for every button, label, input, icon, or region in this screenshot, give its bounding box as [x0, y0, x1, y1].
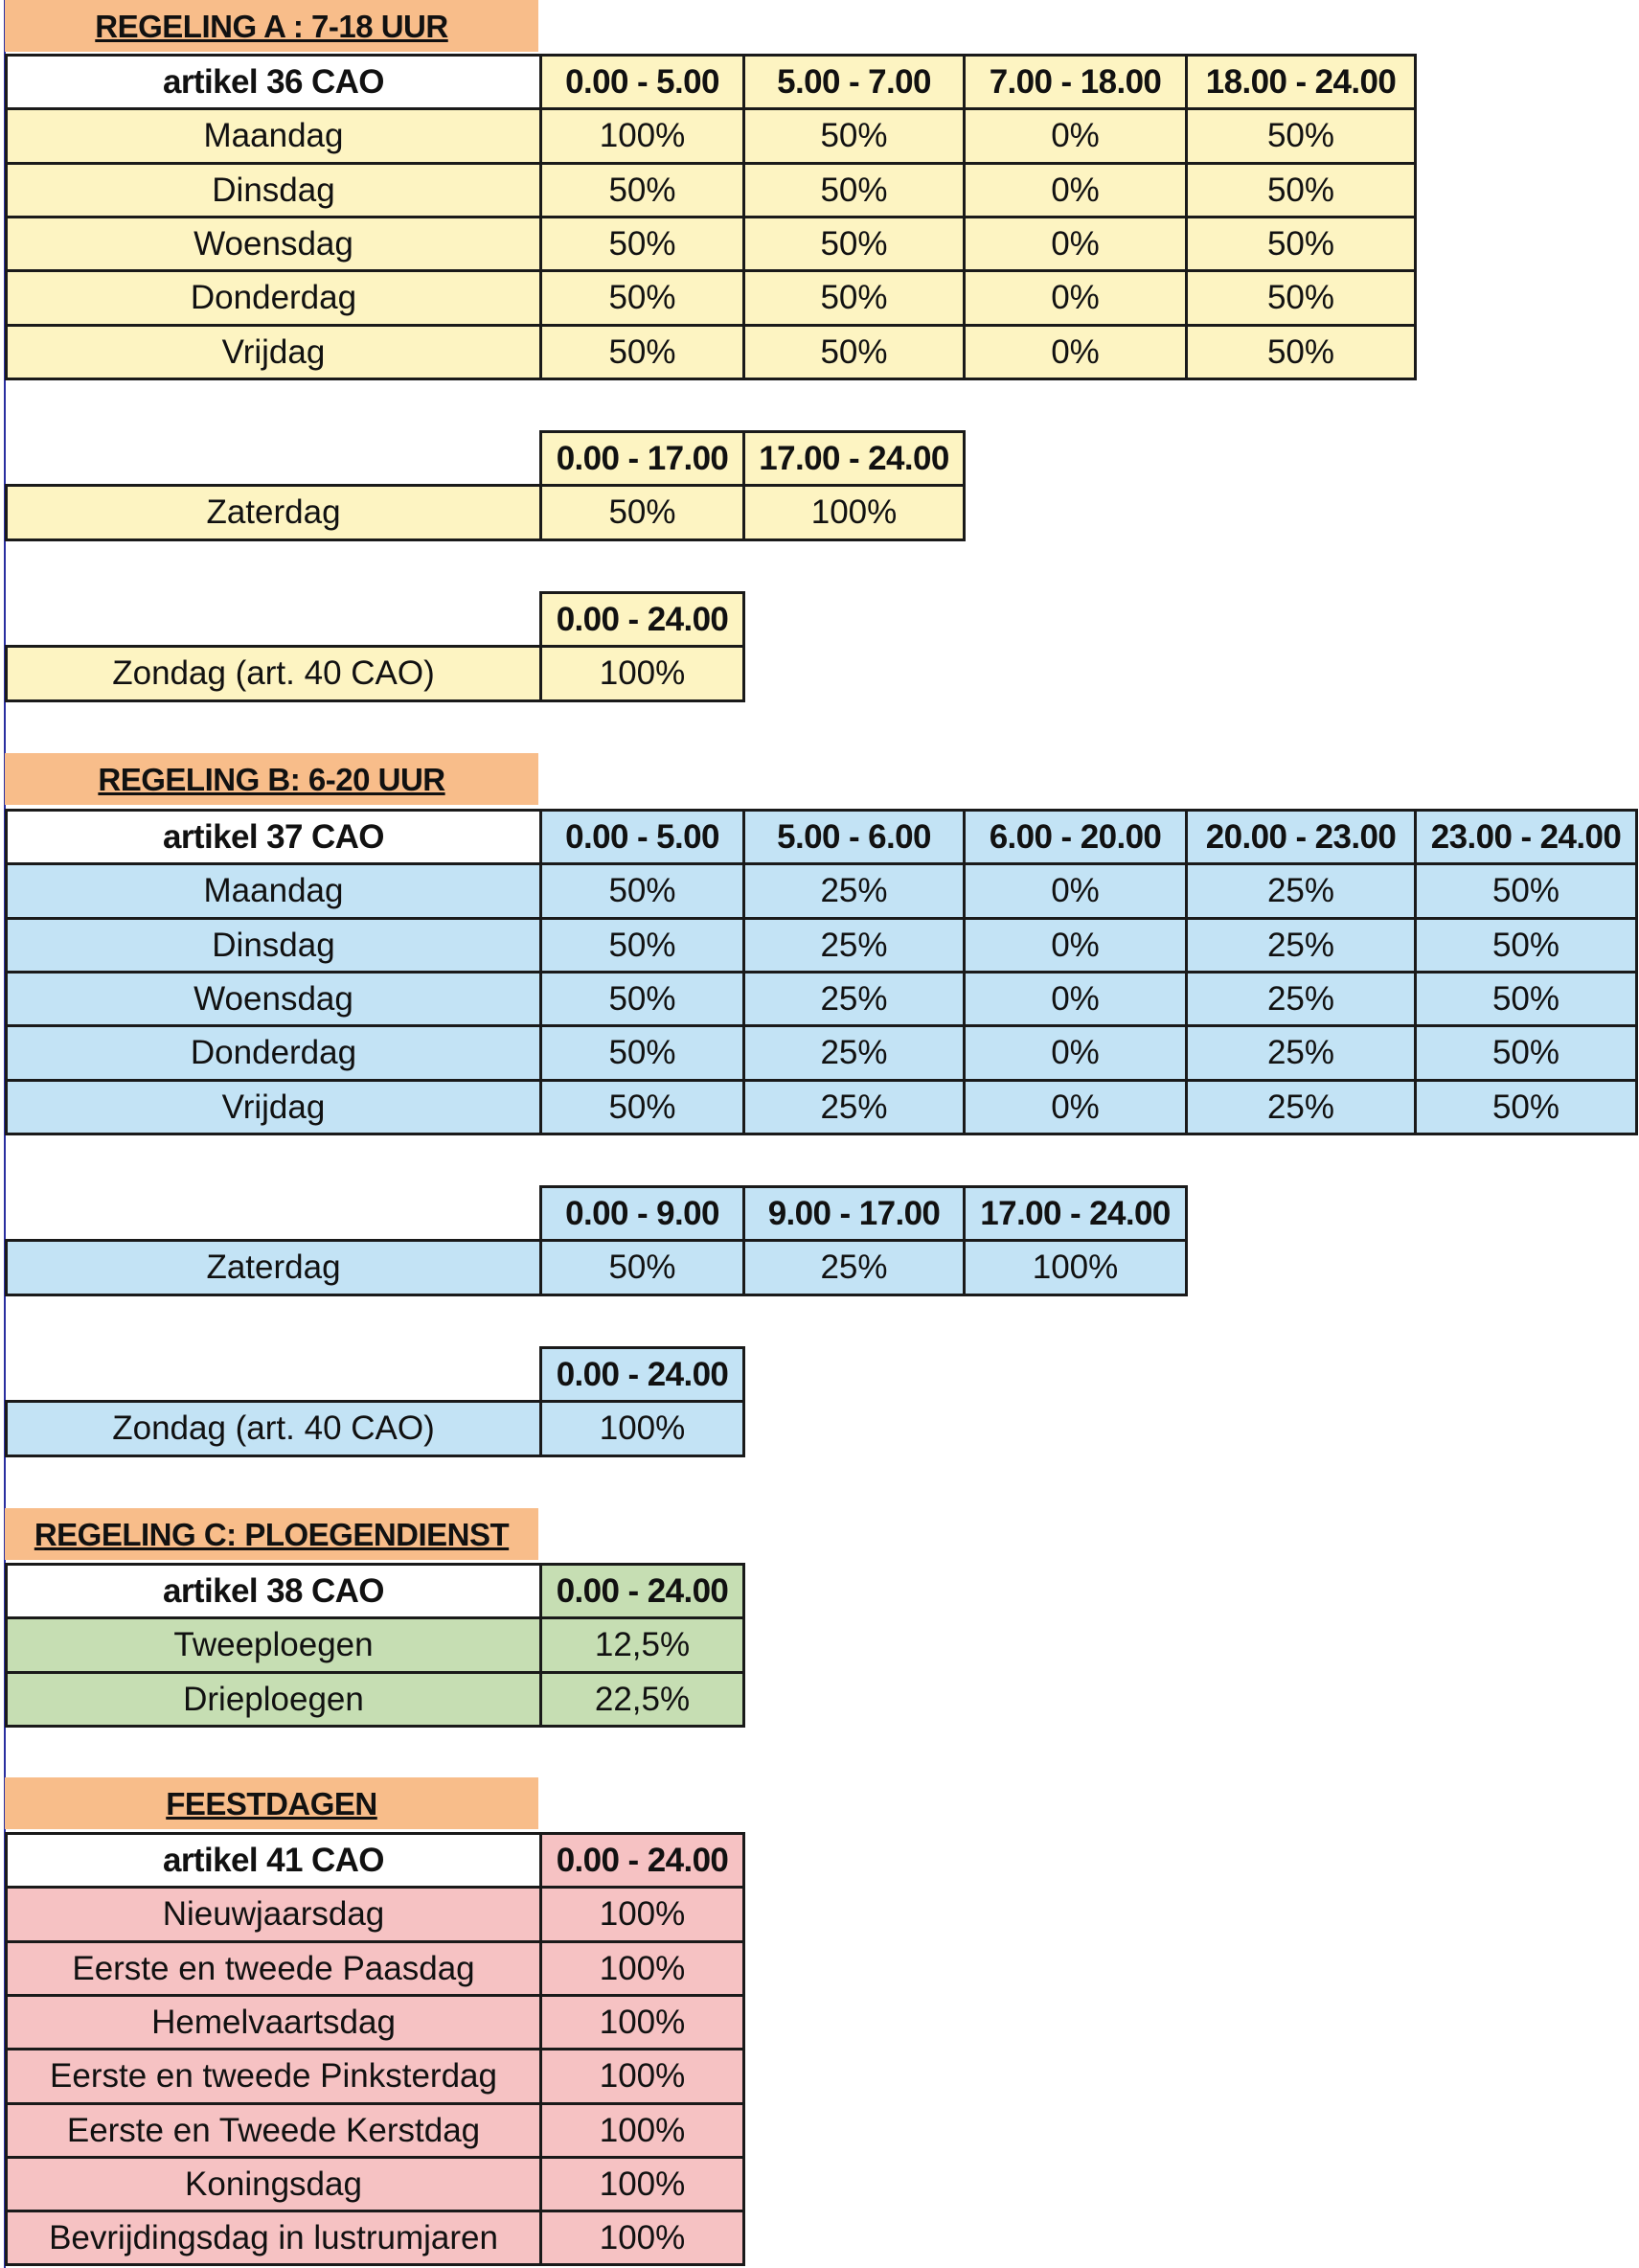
time-header-cell[interactable]: 0.00 - 5.00	[539, 54, 745, 110]
percentage-cell[interactable]: 0%	[963, 269, 1188, 327]
saturday-percentage-cell[interactable]: 25%	[742, 1239, 966, 1296]
day-label-cell[interactable]: Maandag	[5, 107, 542, 165]
percentage-cell[interactable]: 25%	[742, 971, 966, 1027]
day-label-cell[interactable]: Donderdag	[5, 269, 542, 327]
percentage-cell[interactable]: 0%	[963, 917, 1188, 974]
time-header-cell[interactable]: 5.00 - 7.00	[742, 54, 966, 110]
day-label-cell[interactable]: Donderdag	[5, 1024, 542, 1082]
percentage-cell[interactable]: 22,5%	[539, 1671, 745, 1728]
day-label-cell[interactable]: Vrijdag	[5, 324, 542, 380]
sunday-label-cell[interactable]: Zondag (art. 40 CAO)	[5, 645, 542, 702]
day-label-cell[interactable]: Eerste en tweede Paasdag	[5, 1940, 542, 1997]
day-label-cell[interactable]: Koningsdag	[5, 2156, 542, 2212]
day-label-cell[interactable]: Woensdag	[5, 216, 542, 272]
section-title-a: REGELING A : 7-18 UUR	[5, 0, 538, 52]
section-title-c: REGELING C: PLOEGENDIENST	[5, 1508, 538, 1560]
percentage-cell[interactable]: 0%	[963, 162, 1188, 218]
percentage-cell[interactable]: 25%	[1185, 971, 1417, 1027]
percentage-cell[interactable]: 50%	[1185, 269, 1417, 327]
day-label-cell[interactable]: Drieploegen	[5, 1671, 542, 1728]
percentage-cell[interactable]: 0%	[963, 1079, 1188, 1135]
percentage-cell[interactable]: 50%	[1414, 1024, 1638, 1082]
saturday-time-header-cell[interactable]: 9.00 - 17.00	[742, 1185, 966, 1242]
saturday-percentage-cell[interactable]: 100%	[742, 484, 966, 541]
time-header-cell[interactable]: 5.00 - 6.00	[742, 809, 966, 865]
time-header-cell[interactable]: 7.00 - 18.00	[963, 54, 1188, 110]
article-cell[interactable]: artikel 37 CAO	[5, 809, 542, 865]
percentage-cell[interactable]: 50%	[539, 216, 745, 272]
day-label-cell[interactable]: Bevrijdingsdag in lustrumjaren	[5, 2210, 542, 2266]
percentage-cell[interactable]: 50%	[539, 162, 745, 218]
percentage-cell[interactable]: 25%	[742, 862, 966, 920]
percentage-cell[interactable]: 50%	[539, 971, 745, 1027]
day-label-cell[interactable]: Vrijdag	[5, 1079, 542, 1135]
sunday-percentage-cell[interactable]: 100%	[539, 1400, 745, 1457]
percentage-cell[interactable]: 50%	[539, 917, 745, 974]
day-label-cell[interactable]: Dinsdag	[5, 162, 542, 218]
saturday-label-cell[interactable]: Zaterdag	[5, 1239, 542, 1296]
saturday-percentage-cell[interactable]: 100%	[963, 1239, 1188, 1296]
percentage-cell[interactable]: 50%	[1414, 971, 1638, 1027]
percentage-cell[interactable]: 100%	[539, 2102, 745, 2159]
percentage-cell[interactable]: 0%	[963, 1024, 1188, 1082]
day-label-cell[interactable]: Tweeploegen	[5, 1616, 542, 1674]
percentage-cell[interactable]: 50%	[1414, 862, 1638, 920]
percentage-cell[interactable]: 50%	[742, 162, 966, 218]
percentage-cell[interactable]: 50%	[1185, 216, 1417, 272]
article-cell[interactable]: artikel 36 CAO	[5, 54, 542, 110]
percentage-cell[interactable]: 100%	[539, 107, 745, 165]
percentage-cell[interactable]: 100%	[539, 2048, 745, 2105]
percentage-cell[interactable]: 50%	[539, 1024, 745, 1082]
percentage-cell[interactable]: 50%	[1185, 107, 1417, 165]
sunday-time-header-cell[interactable]: 0.00 - 24.00	[539, 1346, 745, 1403]
sunday-time-header-cell[interactable]: 0.00 - 24.00	[539, 591, 745, 648]
day-label-cell[interactable]: Nieuwjaarsdag	[5, 1886, 542, 1943]
time-header-cell[interactable]: 18.00 - 24.00	[1185, 54, 1417, 110]
percentage-cell[interactable]: 50%	[742, 216, 966, 272]
percentage-cell[interactable]: 0%	[963, 862, 1188, 920]
percentage-cell[interactable]: 25%	[742, 1024, 966, 1082]
day-label-cell[interactable]: Woensdag	[5, 971, 542, 1027]
time-header-cell[interactable]: 6.00 - 20.00	[963, 809, 1188, 865]
day-label-cell[interactable]: Eerste en Tweede Kerstdag	[5, 2102, 542, 2159]
time-header-cell[interactable]: 20.00 - 23.00	[1185, 809, 1417, 865]
time-header-cell[interactable]: 0.00 - 24.00	[539, 1832, 745, 1889]
percentage-cell[interactable]: 0%	[963, 971, 1188, 1027]
section-title-f: FEESTDAGEN	[5, 1777, 538, 1829]
saturday-time-header-cell[interactable]: 17.00 - 24.00	[742, 430, 966, 487]
percentage-cell[interactable]: 0%	[963, 324, 1188, 380]
day-label-cell[interactable]: Hemelvaartsdag	[5, 1994, 542, 2050]
article-cell[interactable]: artikel 38 CAO	[5, 1563, 542, 1619]
percentage-cell[interactable]: 50%	[1414, 917, 1638, 974]
percentage-cell[interactable]: 50%	[1414, 1079, 1638, 1135]
percentage-cell[interactable]: 100%	[539, 2156, 745, 2212]
saturday-time-header-cell[interactable]: 17.00 - 24.00	[963, 1185, 1188, 1242]
percentage-cell[interactable]: 50%	[1185, 162, 1417, 218]
percentage-cell[interactable]: 25%	[1185, 1079, 1417, 1135]
percentage-cell[interactable]: 25%	[1185, 1024, 1417, 1082]
percentage-cell[interactable]: 50%	[539, 1079, 745, 1135]
day-label-cell[interactable]: Maandag	[5, 862, 542, 920]
percentage-cell[interactable]: 25%	[1185, 862, 1417, 920]
saturday-percentage-cell[interactable]: 50%	[539, 484, 745, 541]
percentage-cell[interactable]: 100%	[539, 1886, 745, 1943]
percentage-cell[interactable]: 25%	[742, 917, 966, 974]
percentage-cell[interactable]: 25%	[742, 1079, 966, 1135]
percentage-cell[interactable]: 100%	[539, 1940, 745, 1997]
percentage-cell[interactable]: 50%	[539, 269, 745, 327]
saturday-time-header-cell[interactable]: 0.00 - 17.00	[539, 430, 745, 487]
day-label-cell[interactable]: Eerste en tweede Pinksterdag	[5, 2048, 542, 2105]
saturday-time-header-cell[interactable]: 0.00 - 9.00	[539, 1185, 745, 1242]
section-title-b: REGELING B: 6-20 UUR	[5, 753, 538, 805]
percentage-cell[interactable]: 100%	[539, 1994, 745, 2050]
percentage-cell[interactable]: 100%	[539, 2210, 745, 2266]
article-cell[interactable]: artikel 41 CAO	[5, 1832, 542, 1889]
percentage-cell[interactable]: 50%	[539, 862, 745, 920]
percentage-cell[interactable]: 0%	[963, 107, 1188, 165]
percentage-cell[interactable]: 25%	[1185, 917, 1417, 974]
saturday-percentage-cell[interactable]: 50%	[539, 1239, 745, 1296]
time-header-cell[interactable]: 23.00 - 24.00	[1414, 809, 1638, 865]
time-header-cell[interactable]: 0.00 - 5.00	[539, 809, 745, 865]
day-label-cell[interactable]: Dinsdag	[5, 917, 542, 974]
percentage-cell[interactable]: 12,5%	[539, 1616, 745, 1674]
percentage-cell[interactable]: 50%	[742, 269, 966, 327]
percentage-cell[interactable]: 50%	[539, 324, 745, 380]
percentage-cell[interactable]: 50%	[742, 324, 966, 380]
percentage-cell[interactable]: 0%	[963, 216, 1188, 272]
saturday-label-cell[interactable]: Zaterdag	[5, 484, 542, 541]
percentage-cell[interactable]: 50%	[742, 107, 966, 165]
sunday-label-cell[interactable]: Zondag (art. 40 CAO)	[5, 1400, 542, 1457]
percentage-cell[interactable]: 50%	[1185, 324, 1417, 380]
sunday-percentage-cell[interactable]: 100%	[539, 645, 745, 702]
time-header-cell[interactable]: 0.00 - 24.00	[539, 1563, 745, 1619]
